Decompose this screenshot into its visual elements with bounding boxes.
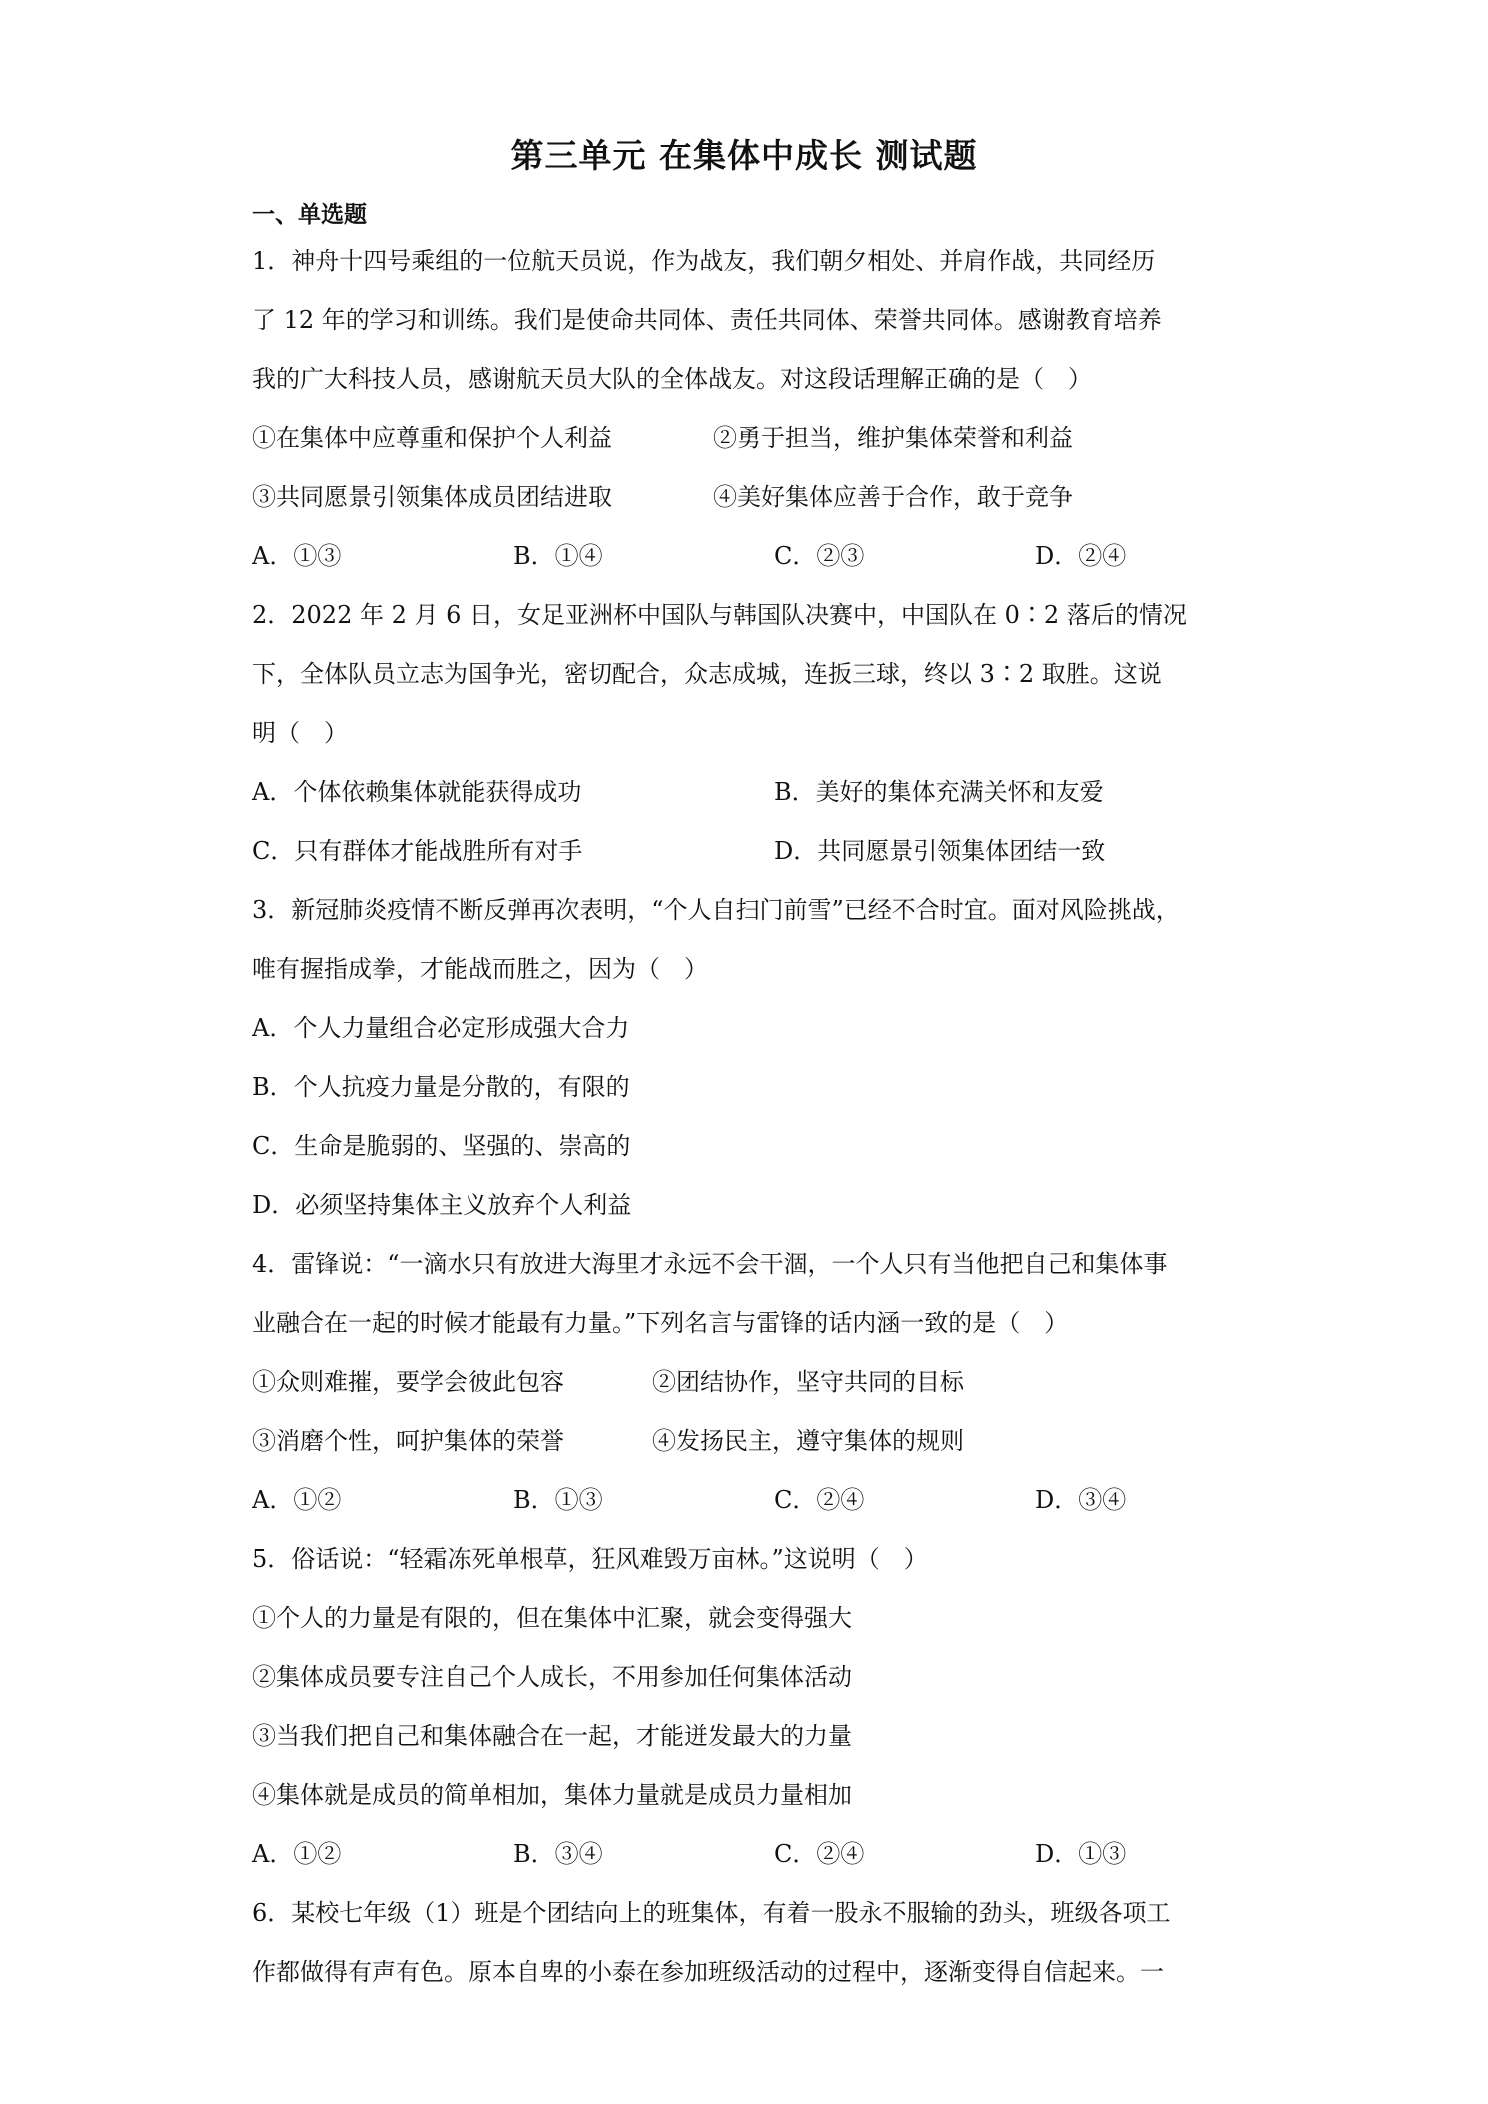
question-1-line-1: 1．神舟十四号乘组的一位航天员说，作为战友，我们朝夕相处、并肩作战，共同经历 [252,247,1156,275]
question-2-line-3: 明（ ） [252,719,348,747]
question-2-option-c[interactable]: C．只有群体才能战胜所有对手 [252,837,583,865]
question-3-line-1: 3．新冠肺炎疫情不断反弹再次表明，“个人自扫门前雪”已经不合时宜。面对风险挑战， [252,896,1180,924]
question-5-option-c[interactable]: C．②④ [774,1840,865,1868]
question-5-option-d[interactable]: D．①③ [1035,1840,1127,1868]
question-6-line-1: 6．某校七年级（1）班是个团结向上的班集体，有着一股永不服输的劲头，班级各项工 [252,1899,1171,1927]
question-5-option-b[interactable]: B．③④ [513,1840,603,1868]
page-title: 第三单元 在集体中成长 测试题 [510,136,978,175]
question-1-statement-3: ③共同愿景引领集体成员团结进取 [252,483,612,511]
question-5-line-1: 5．俗话说：“轻霜冻死单根草，狂风难毁万亩林。”这说明（ ） [252,1545,928,1573]
question-4-statement-1: ①众则难摧，要学会彼此包容 [252,1368,564,1396]
question-1-statement-1: ①在集体中应尊重和保护个人利益 [252,424,612,452]
question-1-option-c[interactable]: C．②③ [774,542,865,570]
question-1-option-b[interactable]: B．①④ [513,542,603,570]
question-4-line-2: 业融合在一起的时候才能最有力量。”下列名言与雷锋的话内涵一致的是（ ） [252,1309,1069,1337]
question-4-statement-4: ④发扬民主，遵守集体的规则 [652,1427,964,1455]
question-1-option-a[interactable]: A．①③ [252,542,342,570]
question-5-statement-4: ④集体就是成员的简单相加，集体力量就是成员力量相加 [252,1781,852,1809]
question-2-line-2: 下，全体队员立志为国争光，密切配合，众志成城，连扳三球，终以 3∶2 取胜。这说 [252,660,1162,688]
question-2-option-a[interactable]: A．个体依赖集体就能获得成功 [252,778,582,806]
question-3-option-c[interactable]: C．生命是脆弱的、坚强的、崇高的 [252,1132,631,1160]
question-2-line-1: 2．2022 年 2 月 6 日，女足亚洲杯中国队与韩国队决赛中，中国队在 0∶2 落后的情况 [252,601,1187,629]
question-4-statement-3: ③消磨个性，呵护集体的荣誉 [252,1427,564,1455]
question-5-statement-2: ②集体成员要专注自己个人成长，不用参加任何集体活动 [252,1663,852,1691]
section-heading: 一、单选题 [252,202,367,228]
question-4-statement-2: ②团结协作，坚守共同的目标 [652,1368,964,1396]
question-1-statement-4: ④美好集体应善于合作，敢于竞争 [713,483,1073,511]
question-3-option-d[interactable]: D．必须坚持集体主义放弃个人利益 [252,1191,632,1219]
question-4-option-d[interactable]: D．③④ [1035,1486,1127,1514]
question-4-line-1: 4．雷锋说：“一滴水只有放进大海里才永远不会干涸，一个人只有当他把自己和集体事 [252,1250,1168,1278]
question-4-option-c[interactable]: C．②④ [774,1486,865,1514]
question-3-line-2: 唯有握指成拳，才能战而胜之，因为（ ） [252,955,708,983]
question-3-option-a[interactable]: A．个人力量组合必定形成强大合力 [252,1014,630,1042]
question-5-statement-3: ③当我们把自己和集体融合在一起，才能迸发最大的力量 [252,1722,852,1750]
question-6-line-2: 作都做得有声有色。原本自卑的小泰在参加班级活动的过程中，逐渐变得自信起来。一 [252,1958,1164,1986]
question-1-statement-2: ②勇于担当，维护集体荣誉和利益 [713,424,1073,452]
question-5-option-a[interactable]: A．①② [252,1840,342,1868]
question-4-option-a[interactable]: A．①② [252,1486,342,1514]
question-2-option-b[interactable]: B．美好的集体充满关怀和友爱 [774,778,1104,806]
question-5-statement-1: ①个人的力量是有限的，但在集体中汇聚，就会变得强大 [252,1604,852,1632]
question-1-line-2: 了 12 年的学习和训练。我们是使命共同体、责任共同体、荣誉共同体。感谢教育培养 [252,306,1162,334]
question-3-option-b[interactable]: B．个人抗疫力量是分散的，有限的 [252,1073,630,1101]
question-2-option-d[interactable]: D．共同愿景引领集体团结一致 [774,837,1106,865]
question-1-option-d[interactable]: D．②④ [1035,542,1127,570]
question-4-option-b[interactable]: B．①③ [513,1486,603,1514]
question-1-line-3: 我的广大科技人员，感谢航天员大队的全体战友。对这段话理解正确的是（ ） [252,365,1092,393]
